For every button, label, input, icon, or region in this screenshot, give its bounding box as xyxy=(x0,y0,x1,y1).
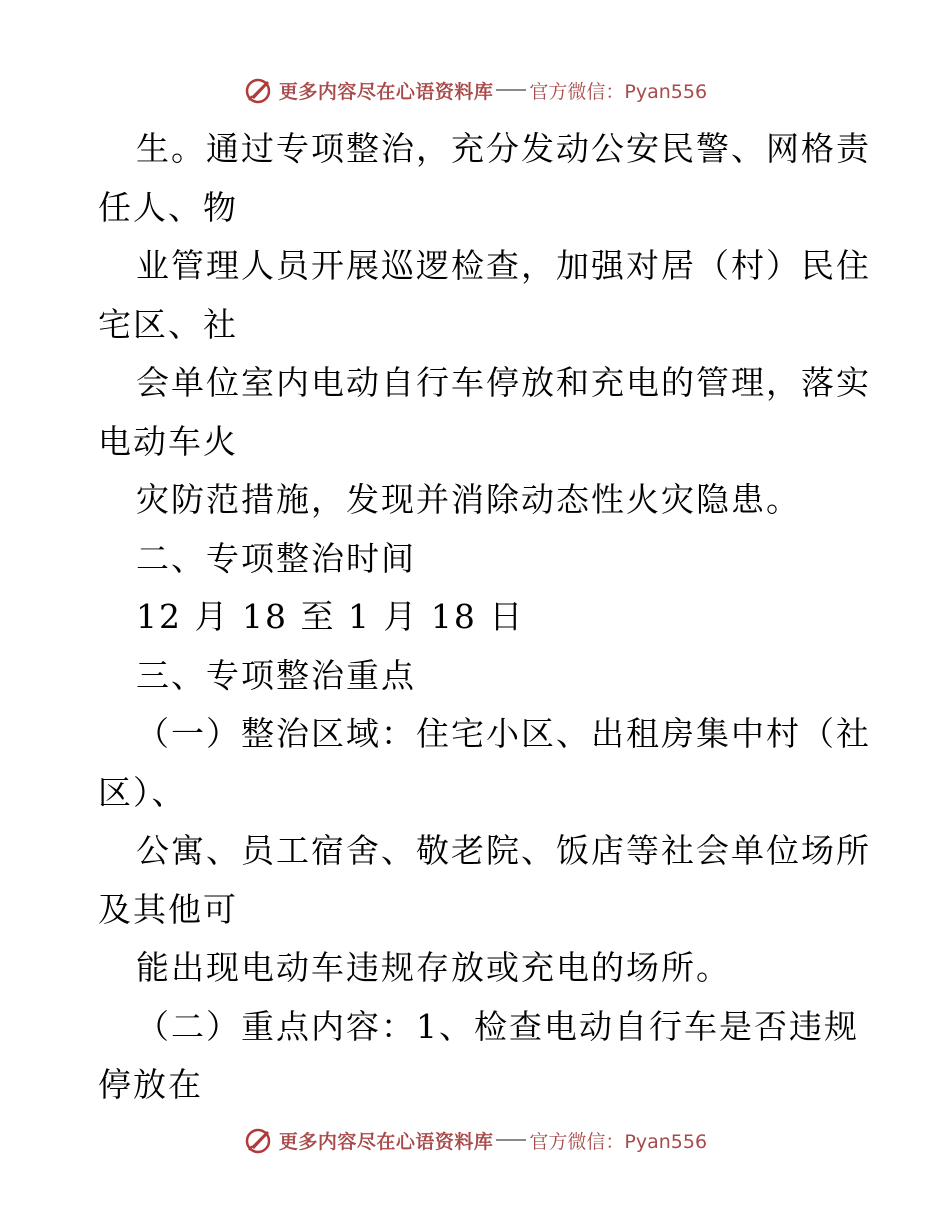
banner-wechat-text: 官方微信：Pyan556 xyxy=(529,1130,708,1153)
quill-circle-icon xyxy=(243,1125,273,1155)
text-line: 公寓、员工宿舍、敬老院、饭店等社会单位场所 xyxy=(136,831,871,870)
text-line: 12 月 18 至 1 月 18 日 xyxy=(136,597,525,636)
header-banner xyxy=(0,70,950,110)
quill-circle-icon xyxy=(243,75,273,105)
text-line: 二、专项整治时间 xyxy=(136,538,416,578)
text-line: 生。通过专项整治，充分发动公安民警、网格责 xyxy=(136,129,871,168)
document-body xyxy=(98,120,871,1115)
text-line: 任人、物 xyxy=(98,187,238,227)
text-line: 能出现电动车违规存放或充电的场所。 xyxy=(136,948,731,987)
text-line: 区）、 xyxy=(98,772,187,812)
banner-brand-text: 更多内容尽在心语资料库 xyxy=(278,1130,494,1153)
text-line: 停放在 xyxy=(98,1065,203,1104)
text-line: 三、专项整治重点 xyxy=(136,655,416,695)
banner-dash xyxy=(496,1139,526,1141)
text-line: （二）重点内容：1、检查电动自行车是否违规 xyxy=(136,1006,859,1046)
text-line: 会单位室内电动自行车停放和充电的管理，落实 xyxy=(136,363,871,402)
text-line: 及其他可 xyxy=(98,889,238,929)
text-line: 宅区、社 xyxy=(98,304,238,344)
text-line: 业管理人员开展巡逻检查，加强对居（村）民住 xyxy=(136,246,871,285)
text-line: （一）整治区域：住宅小区、出租房集中村（社 xyxy=(136,714,871,753)
banner-wechat-text: 官方微信：Pyan556 xyxy=(529,80,708,103)
banner-dash xyxy=(496,89,526,91)
text-line: 电动车火 xyxy=(98,421,238,461)
banner-brand-text: 更多内容尽在心语资料库 xyxy=(278,80,494,103)
footer-banner xyxy=(0,1120,950,1160)
text-line: 灾防范措施，发现并消除动态性火灾隐患。 xyxy=(136,480,801,519)
